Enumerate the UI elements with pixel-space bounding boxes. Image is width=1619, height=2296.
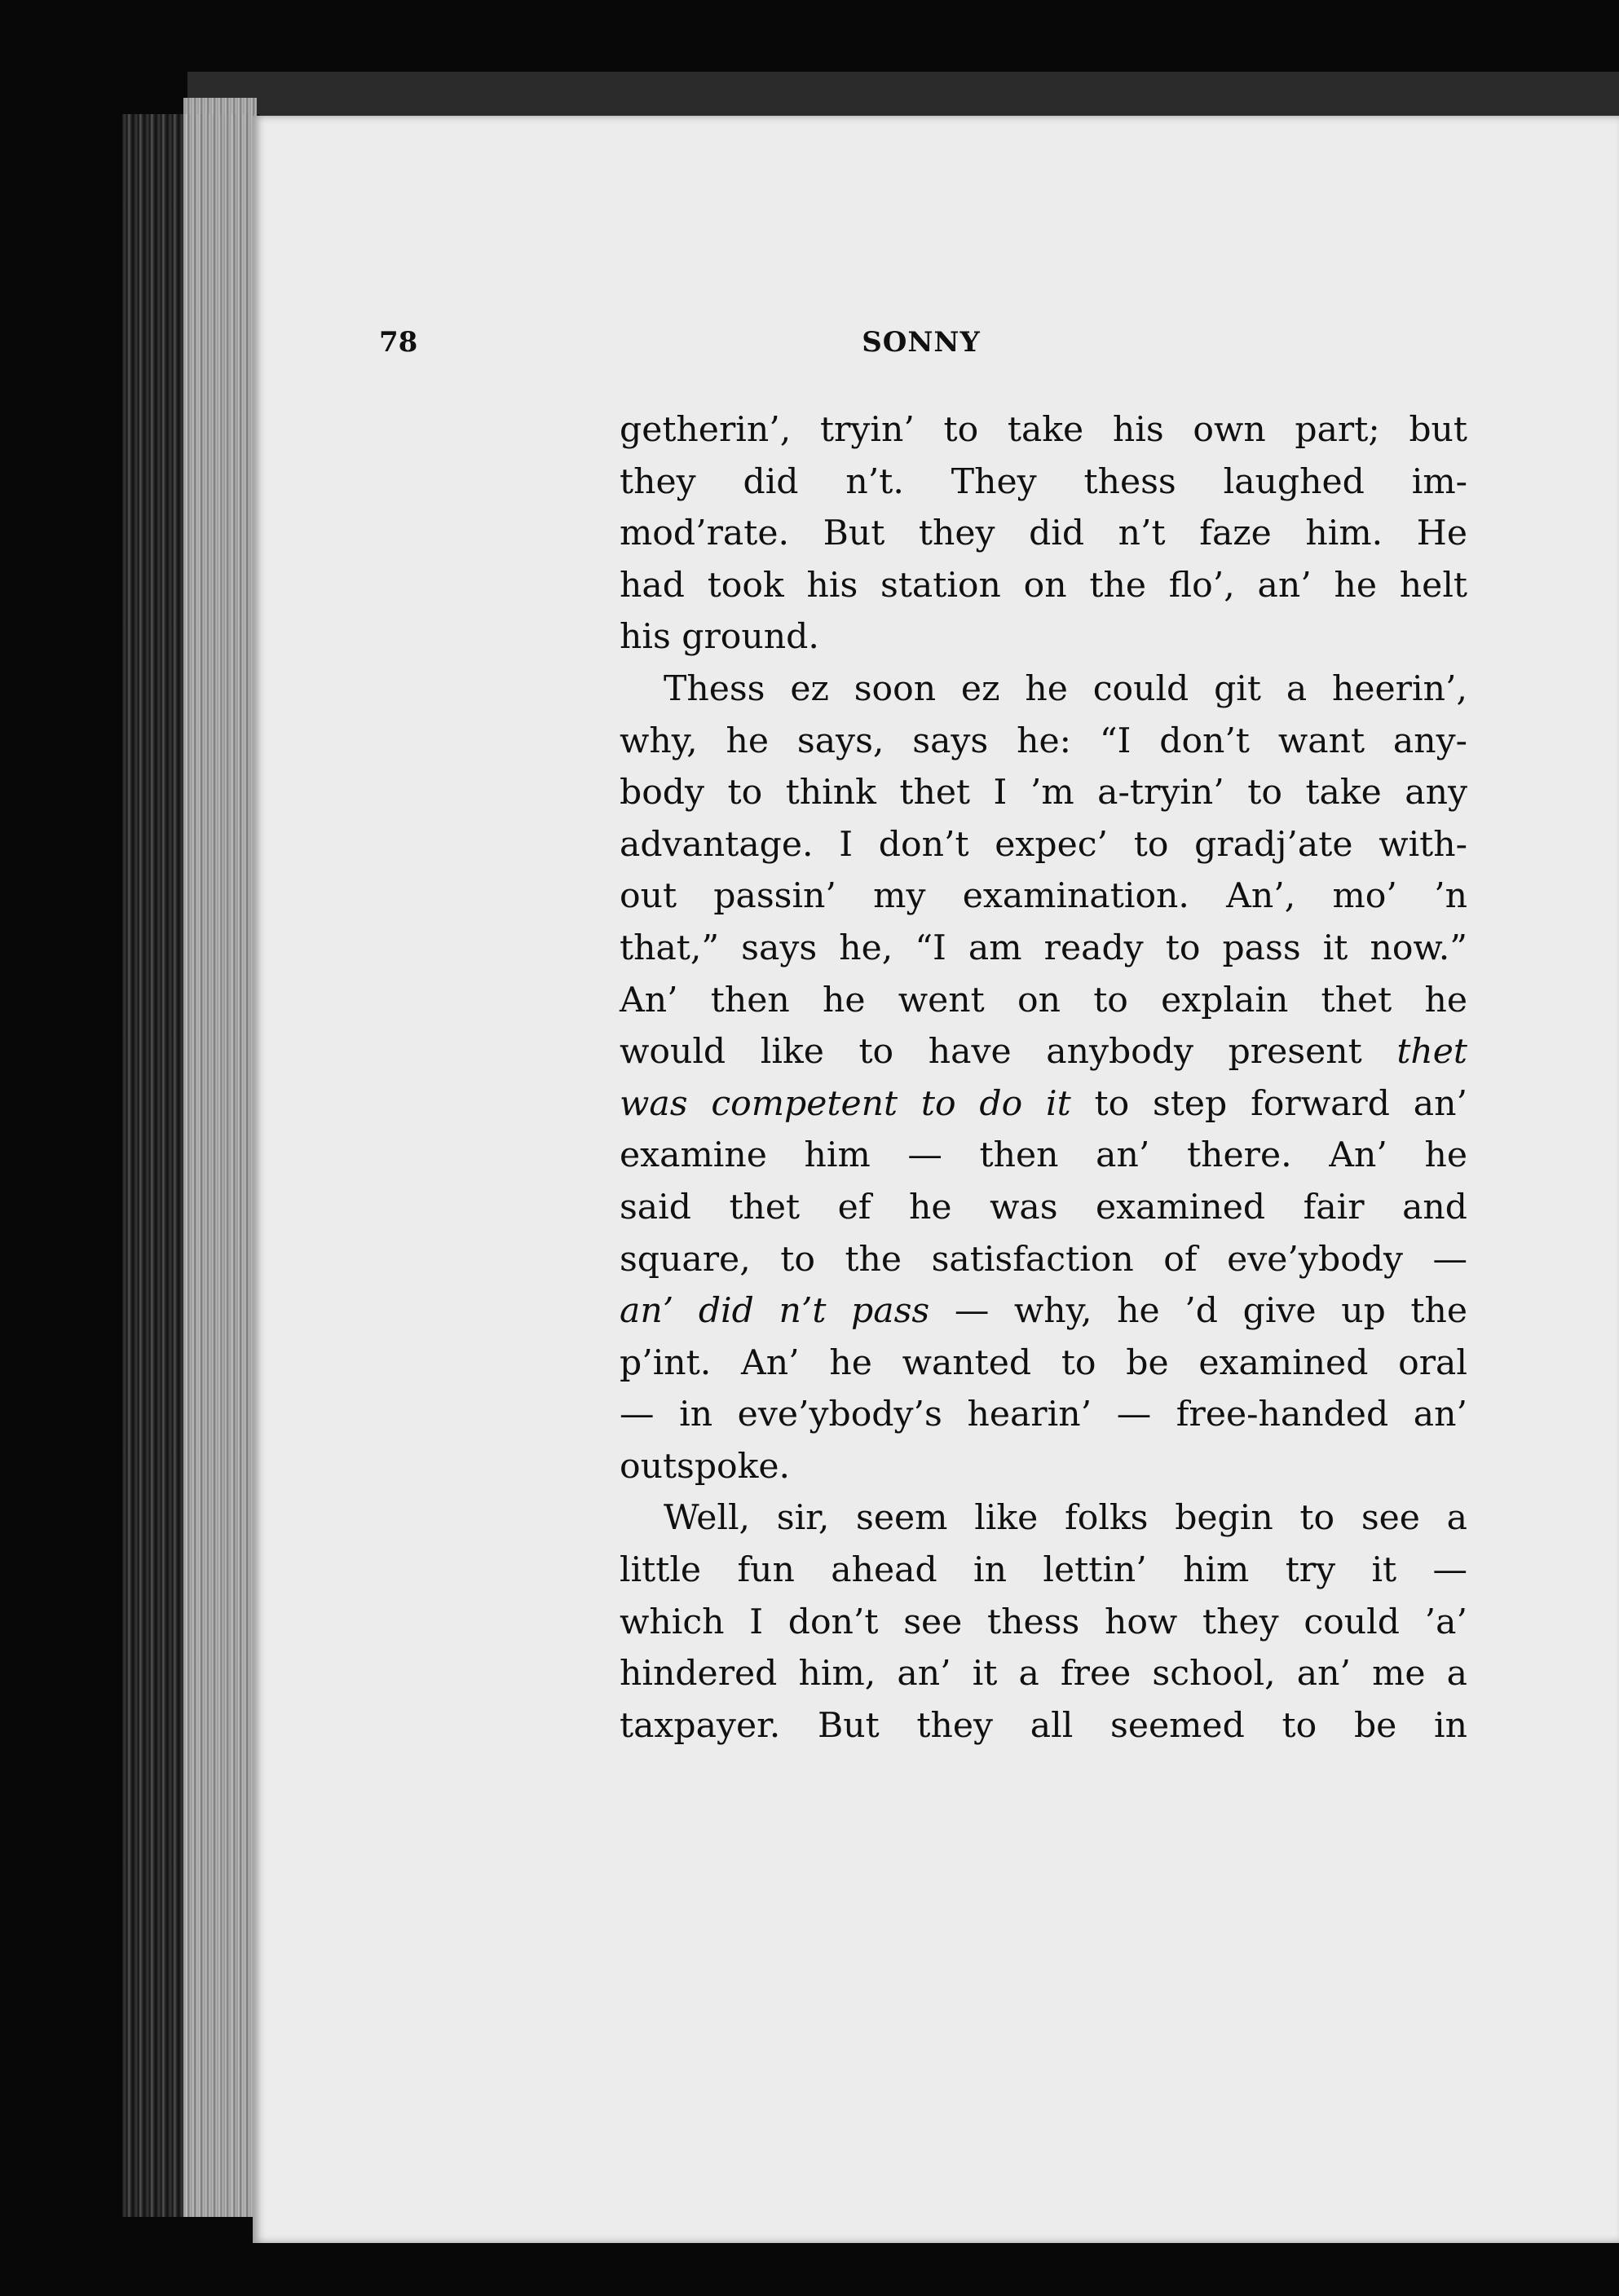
text-line: Well, sir, seem like folks begin to see a: [664, 1498, 1467, 1539]
italic-fragment: was competent to do it: [620, 1083, 1071, 1124]
text-line: little fun ahead in lettin’ him try it —: [620, 1550, 1467, 1591]
page-number: 78: [379, 326, 418, 359]
text-fragment: to step forward an’: [1094, 1083, 1467, 1124]
text-line: had took his station on the flo’, an’ he helt: [620, 565, 1467, 606]
text-fragment: would like to have anybody present: [620, 1032, 1362, 1073]
text-line: out passin’ my examination. An’, mo’ ’n: [620, 876, 1467, 917]
text-line: which I don’t see thess how they could ’a’: [620, 1602, 1467, 1642]
text-line: his ground.: [620, 617, 819, 658]
text-line: that,” says he, “I am ready to pass it now.”: [620, 928, 1467, 968]
text-line: why, he says, says he: “I don’t want any-: [620, 721, 1467, 761]
text-line: Thess ez soon ez he could git a heerin’,: [664, 668, 1467, 709]
text-line: getherin’, tryin’ to take his own part; but: [620, 410, 1467, 450]
book-page-edges-highlight: [183, 98, 257, 2217]
text-line: [620, 1026, 1467, 1078]
text-line: body to think thet I ’m a-tryin’ to take any: [620, 773, 1467, 813]
body-text: [620, 404, 1467, 1752]
book-top-edge: [187, 72, 1619, 121]
text-line: square, to the satisfaction of eve’ybody —: [620, 1239, 1467, 1280]
text-line: said thet ef he was examined fair and: [620, 1187, 1467, 1227]
text-line: An’ then he went on to explain thet he: [620, 980, 1467, 1020]
text-line: [620, 1285, 1467, 1337]
text-line: taxpayer. But they all seemed to be in: [620, 1705, 1467, 1746]
text-line: outspoke.: [620, 1446, 791, 1487]
italic-fragment: thet: [1396, 1032, 1467, 1073]
text-line: advantage. I don’t expec’ to gradj’ate with-: [620, 824, 1467, 865]
text-line: [620, 1078, 1467, 1130]
text-fragment: — why, he ’d give up the: [954, 1291, 1467, 1332]
running-head: [379, 326, 1463, 367]
italic-fragment: an’ did n’t pass: [620, 1291, 930, 1332]
text-line: mod’rate. But they did n’t faze him. He: [620, 513, 1467, 554]
text-line: hindered him, an’ it a free school, an’ me a: [620, 1654, 1467, 1694]
text-line: they did n’t. They thess laughed im-: [620, 461, 1467, 502]
text-line: examine him — then an’ there. An’ he: [620, 1135, 1467, 1176]
book-title: SONNY: [862, 326, 981, 359]
text-line: — in eve’ybody’s hearin’ — free-handed an’: [620, 1395, 1467, 1435]
text-line: p’int. An’ he wanted to be examined oral: [620, 1342, 1467, 1383]
